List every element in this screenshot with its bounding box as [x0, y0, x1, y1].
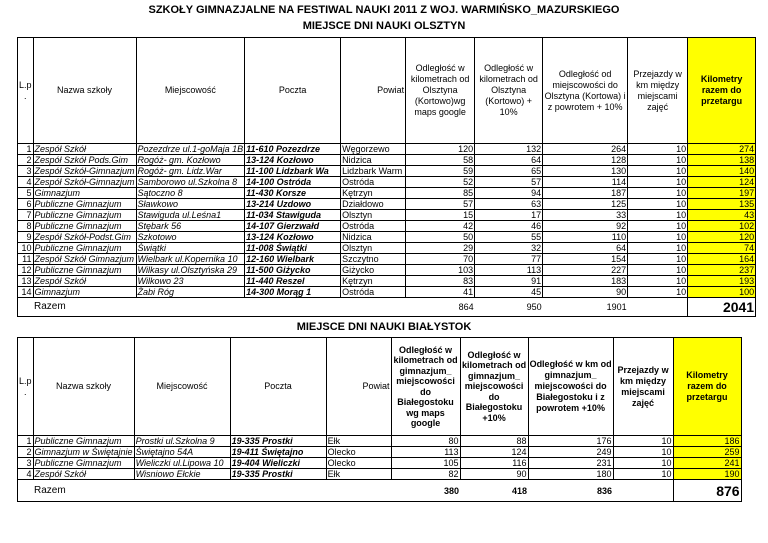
poczta-cell: 12-160 Wielbark	[245, 254, 341, 265]
header-lp: L.p .	[18, 38, 34, 144]
poczta-cell: 14-300 Morąg 1	[245, 287, 341, 298]
powiat-cell: Kętrzyn	[341, 276, 406, 287]
table-row	[18, 243, 756, 254]
powiat-cell: Lidzbark Warm	[341, 166, 406, 177]
miejscowosc-cell: Sątoczno 8	[136, 188, 245, 199]
table-row	[18, 199, 756, 210]
odl3-cell: 249	[528, 447, 613, 458]
header-poczta: Poczta	[245, 38, 341, 144]
lp-cell: 11	[18, 254, 34, 265]
przejazdy-cell: 10	[628, 243, 688, 254]
miejscowosc-cell: Prostki ul.Szkolna 9	[134, 436, 230, 447]
lp-cell: 8	[18, 221, 34, 232]
przejazdy-cell: 10	[628, 199, 688, 210]
powiat-cell: Węgorzewo	[341, 144, 406, 155]
poczta-cell: 19-411 Świętajno	[230, 447, 326, 458]
odl1-cell: 120	[406, 144, 475, 155]
km-cell: 164	[688, 254, 756, 265]
table-row	[18, 155, 756, 166]
nazwa-cell: Zespół Szkół	[33, 469, 134, 480]
miejscowosc-cell: Stębark 56	[136, 221, 245, 232]
odl1-cell: 29	[406, 243, 475, 254]
przejazdy-cell: 10	[613, 458, 673, 469]
olsztyn-header-row	[18, 38, 756, 144]
km-cell: 100	[688, 287, 756, 298]
przejazdy-cell: 10	[628, 155, 688, 166]
km-cell: 193	[688, 276, 756, 287]
total-o2: 950	[475, 298, 543, 317]
powiat-cell: Kętrzyn	[341, 188, 406, 199]
odl3-cell: 90	[543, 287, 628, 298]
powiat-cell: Ostróda	[341, 221, 406, 232]
total-o1: 380	[391, 480, 460, 502]
nazwa-cell: Publiczne Gimnazjum	[33, 199, 136, 210]
miejscowosc-cell: Wieliczki ul.Lipowa 10	[134, 458, 230, 469]
header-przejazdy: Przejazdy w km między miejscami zajęć	[628, 38, 688, 144]
nazwa-cell: Publiczne Gimnazjum	[33, 436, 134, 447]
przejazdy-cell: 10	[628, 177, 688, 188]
poczta-cell: 11-610 Pozezdrze	[245, 144, 341, 155]
poczta-cell: 14-107 Gierzwałd	[245, 221, 341, 232]
miejscowosc-cell: Rogóż- gm. Kozłowo	[136, 155, 245, 166]
odl3-cell: 114	[543, 177, 628, 188]
odl2-cell: 77	[475, 254, 543, 265]
table-row	[18, 166, 756, 177]
poczta-cell: 13-124 Kozłowo	[245, 232, 341, 243]
odl2-cell: 116	[460, 458, 528, 469]
total-km: 2041	[688, 298, 756, 317]
nazwa-cell: Publiczne Gimnazjum	[33, 458, 134, 469]
odl3-cell: 125	[543, 199, 628, 210]
lp-cell: 4	[18, 469, 34, 480]
nazwa-cell: Publiczne Gimnazjum	[33, 265, 136, 276]
poczta-cell: 19-335 Prostki	[230, 436, 326, 447]
nazwa-cell: Zespół Szkół	[33, 144, 136, 155]
odl1-cell: 15	[406, 210, 475, 221]
km-cell: 102	[688, 221, 756, 232]
przejazdy-cell: 10	[628, 276, 688, 287]
lp-cell: 5	[18, 188, 34, 199]
powiat-cell: Ełk	[326, 469, 391, 480]
section-title-bialystok: MIEJSCE DNI NAUKI BIAŁYSTOK	[296, 321, 472, 333]
poczta-cell: 11-440 Reszel	[245, 276, 341, 287]
przejazdy-cell: 10	[613, 436, 673, 447]
odl1-cell: 50	[406, 232, 475, 243]
table-row	[18, 447, 742, 458]
przejazdy-cell: 10	[628, 287, 688, 298]
lp-cell: 9	[18, 232, 34, 243]
odl1-cell: 80	[391, 436, 460, 447]
table-row	[18, 232, 756, 243]
odl1-cell: 113	[391, 447, 460, 458]
km-cell: 120	[688, 232, 756, 243]
odl2-cell: 132	[475, 144, 543, 155]
km-cell: 241	[673, 458, 741, 469]
total-o2: 418	[460, 480, 528, 502]
lp-cell: 7	[18, 210, 34, 221]
table-row	[18, 177, 756, 188]
header-miejscowosc: Miejscowość	[136, 38, 245, 144]
powiat-cell: Nidzica	[341, 232, 406, 243]
odl3-cell: 180	[528, 469, 613, 480]
poczta-cell: 11-100 Lidzbark Wa	[245, 166, 341, 177]
odl3-cell: 227	[543, 265, 628, 276]
przejazdy-cell: 10	[613, 469, 673, 480]
powiat-cell: Działdowo	[341, 199, 406, 210]
header-nazwa: Nazwa szkoły	[33, 38, 136, 144]
nazwa-cell: Zespół Szkół-Gimnazjum	[34, 166, 135, 176]
odl2-cell: 113	[475, 265, 543, 276]
odl2-cell: 57	[475, 177, 543, 188]
total-o3: 1901	[543, 298, 628, 317]
miejscowosc-cell: Świętajno 54A	[134, 447, 230, 458]
miejscowosc-cell: Rogóż- gm. Lidz.War	[136, 166, 245, 177]
miejscowosc-cell: Wilkowo 23	[136, 276, 245, 287]
km-cell: 259	[673, 447, 741, 458]
km-cell: 237	[688, 265, 756, 276]
lp-cell: 6	[18, 199, 34, 210]
nazwa-cell: Gimnazjum	[33, 188, 136, 199]
header-przejazdy: Przejazdy w km między miejscami zajęć	[613, 338, 673, 436]
powiat-cell: Ostróda	[341, 287, 406, 298]
odl3-cell: 92	[543, 221, 628, 232]
km-cell: 43	[688, 210, 756, 221]
table-row	[18, 254, 756, 265]
odl3-cell: 128	[543, 155, 628, 166]
header-km: Kilometry razem do przetargu	[688, 38, 756, 144]
powiat-cell: Olsztyn	[341, 243, 406, 254]
odl1-cell: 52	[406, 177, 475, 188]
przejazdy-cell: 10	[613, 447, 673, 458]
przejazdy-cell: 10	[628, 210, 688, 221]
odl2-cell: 32	[475, 243, 543, 254]
miejscowosc-cell: Wisniowo Ełckie	[134, 469, 230, 480]
odl1-cell: 59	[406, 166, 475, 177]
odl3-cell: 183	[543, 276, 628, 287]
odl1-cell: 103	[406, 265, 475, 276]
olsztyn-table	[17, 37, 756, 317]
poczta-cell: 19-335 Prostki	[230, 469, 326, 480]
poczta-cell: 11-034 Stawiguda	[245, 210, 341, 221]
odl1-cell: 85	[406, 188, 475, 199]
odl2-cell: 45	[475, 287, 543, 298]
total-label: Razem	[18, 298, 137, 317]
table-row	[18, 436, 742, 447]
olsztyn-total-row	[18, 298, 756, 317]
odl1-cell: 70	[406, 254, 475, 265]
powiat-cell: Giżycko	[341, 265, 406, 276]
table-row	[18, 265, 756, 276]
header-miejscowosc: Miejscowość	[134, 338, 230, 436]
nazwa-cell: Gimnazjum	[33, 287, 136, 298]
header-lp: L.p .	[18, 338, 34, 436]
header-km: Kilometry razem do przetargu	[673, 338, 741, 436]
miejscowosc-cell: Stawiguda ul.Leśna1	[136, 210, 245, 221]
lp-cell: 14	[18, 287, 34, 298]
km-cell: 197	[688, 188, 756, 199]
odl1-cell: 83	[406, 276, 475, 287]
miejscowosc-cell: Samborowo ul.Szkolna 8	[136, 177, 245, 188]
odl1-cell: 41	[406, 287, 475, 298]
powiat-cell: Szczytno	[341, 254, 406, 265]
nazwa-cell: Zespół Szkół Gimnazjum	[34, 254, 135, 264]
total-o1: 864	[406, 298, 475, 317]
poczta-cell: 13-214 Uzdowo	[245, 199, 341, 210]
odl2-cell: 46	[475, 221, 543, 232]
poczta-cell: 14-100 Ostróda	[245, 177, 341, 188]
poczta-cell: 11-500 Giżycko	[245, 265, 341, 276]
poczta-cell: 13-124 Kozłowo	[245, 155, 341, 166]
powiat-cell: Nidzica	[341, 155, 406, 166]
header-odl2: Odległość w kilometrach od Olsztyna (Kortowo) + 10%	[475, 38, 543, 144]
table-row	[18, 276, 756, 287]
nazwa-cell: Zespół Szkół Pods.Gim	[33, 155, 136, 166]
przejazdy-cell: 10	[628, 232, 688, 243]
section-title-olsztyn: MIEJSCE DNI NAUKI OLSZTYN	[302, 20, 466, 32]
km-cell: 274	[688, 144, 756, 155]
odl3-cell: 110	[543, 232, 628, 243]
nazwa-cell: Publiczne Gimnazjum	[33, 221, 136, 232]
poczta-cell: 11-008 Świątki	[245, 243, 341, 254]
km-cell: 74	[688, 243, 756, 254]
przejazdy-cell: 10	[628, 188, 688, 199]
odl2-cell: 65	[475, 166, 543, 177]
przejazdy-cell: 10	[628, 221, 688, 232]
odl2-cell: 63	[475, 199, 543, 210]
miejscowosc-cell: Wielbark ul.Kopernika 10	[136, 254, 245, 265]
odl2-cell: 94	[475, 188, 543, 199]
przejazdy-cell: 10	[628, 144, 688, 155]
header-powiat: Powiat	[326, 338, 391, 436]
odl1-cell: 42	[406, 221, 475, 232]
table-row	[18, 221, 756, 232]
odl3-cell: 154	[543, 254, 628, 265]
miejscowosc-cell: Wilkasy ul.Olsztyńska 29	[136, 265, 245, 276]
odl2-cell: 17	[475, 210, 543, 221]
table-row	[18, 210, 756, 221]
miejscowosc-cell: Żabi Róg	[136, 287, 245, 298]
lp-cell: 3	[18, 458, 34, 469]
miejscowosc-cell: Szkotowo	[136, 232, 245, 243]
total-km: 876	[673, 480, 741, 502]
odl3-cell: 176	[528, 436, 613, 447]
table-row	[18, 144, 756, 155]
powiat-cell: Olecko	[326, 447, 391, 458]
lp-cell: 1	[18, 436, 34, 447]
lp-cell: 4	[18, 177, 34, 188]
lp-cell: 2	[18, 155, 34, 166]
km-cell: 124	[688, 177, 756, 188]
miejscowosc-cell: Sławkowo	[136, 199, 245, 210]
km-cell: 140	[688, 166, 756, 177]
header-odl1: Odległość w kilometrach od Olsztyna (Kortowo)wg maps google	[406, 38, 475, 144]
bialystok-header-row	[18, 338, 742, 436]
header-odl1: Odległość w kilometrach od gimnazjum_ miejscowości do Białegostoku wg maps google	[391, 338, 460, 436]
odl2-cell: 90	[460, 469, 528, 480]
nazwa-cell: Publiczne Gimnazjum	[33, 210, 136, 221]
lp-cell: 12	[18, 265, 34, 276]
powiat-cell: Ostróda	[341, 177, 406, 188]
nazwa-cell: Zespół Szkół-Podst.Gim	[33, 232, 136, 243]
nazwa-cell: Zespół Szkół-Gimnazjum	[34, 177, 135, 187]
powiat-cell: Olsztyn	[341, 210, 406, 221]
odl2-cell: 55	[475, 232, 543, 243]
odl3-cell: 187	[543, 188, 628, 199]
odl1-cell: 105	[391, 458, 460, 469]
table-row	[18, 458, 742, 469]
header-odl2: Odległość w kilometrach od gimnazjum_ miejscowości do Białegostoku +10%	[460, 338, 528, 436]
przejazdy-cell: 10	[628, 166, 688, 177]
bialystok-table	[17, 337, 742, 502]
odl2-cell: 91	[475, 276, 543, 287]
nazwa-cell: Gimnazjum w Świętajnie	[34, 447, 133, 457]
odl3-cell: 130	[543, 166, 628, 177]
powiat-cell: Olecko	[326, 458, 391, 469]
header-odl3: Odległość od miejscowości do Olsztyna (Kortowa) i z powrotem + 10%	[543, 38, 628, 144]
nazwa-cell: Publiczne Gimnazjum	[33, 243, 136, 254]
miejscowosc-cell: Pozezdrze ul.1-goMaja 1B	[137, 144, 244, 154]
bialystok-total-row	[18, 480, 742, 502]
header-odl3: Odległość w km od gimnazjum_ miejscowości do Białegostoku i z powrotem +10%	[528, 338, 613, 436]
odl2-cell: 64	[475, 155, 543, 166]
odl3-cell: 264	[543, 144, 628, 155]
total-o3: 836	[528, 480, 613, 502]
lp-cell: 3	[18, 166, 34, 177]
odl2-cell: 88	[460, 436, 528, 447]
przejazdy-cell: 10	[628, 265, 688, 276]
table-row	[18, 287, 756, 298]
lp-cell: 2	[18, 447, 34, 458]
header-powiat: Powiat	[341, 38, 406, 144]
lp-cell: 13	[18, 276, 34, 287]
header-nazwa: Nazwa szkoły	[33, 338, 134, 436]
header-poczta: Poczta	[230, 338, 326, 436]
odl3-cell: 231	[528, 458, 613, 469]
odl3-cell: 64	[543, 243, 628, 254]
odl1-cell: 58	[406, 155, 475, 166]
km-cell: 135	[688, 199, 756, 210]
total-label: Razem	[18, 480, 135, 502]
poczta-cell: 11-430 Korsze	[245, 188, 341, 199]
lp-cell: 1	[18, 144, 34, 155]
przejazdy-cell: 10	[628, 254, 688, 265]
km-cell: 138	[688, 155, 756, 166]
table-row	[18, 469, 742, 480]
odl1-cell: 57	[406, 199, 475, 210]
km-cell: 190	[673, 469, 741, 480]
miejscowosc-cell: Świątki	[136, 243, 245, 254]
nazwa-cell: Zespół Szkół	[33, 276, 136, 287]
poczta-cell: 19-404 Wieliczki	[230, 458, 326, 469]
odl2-cell: 124	[460, 447, 528, 458]
lp-cell: 10	[18, 243, 34, 254]
powiat-cell: Ełk	[326, 436, 391, 447]
table-row	[18, 188, 756, 199]
km-cell: 186	[673, 436, 741, 447]
odl3-cell: 33	[543, 210, 628, 221]
odl1-cell: 82	[391, 469, 460, 480]
document-title: SZKOŁY GIMNAZJALNE NA FESTIWAL NAUKI 2011 Z WOJ. WARMIŃSKO_MAZURSKIEGO	[148, 4, 620, 16]
